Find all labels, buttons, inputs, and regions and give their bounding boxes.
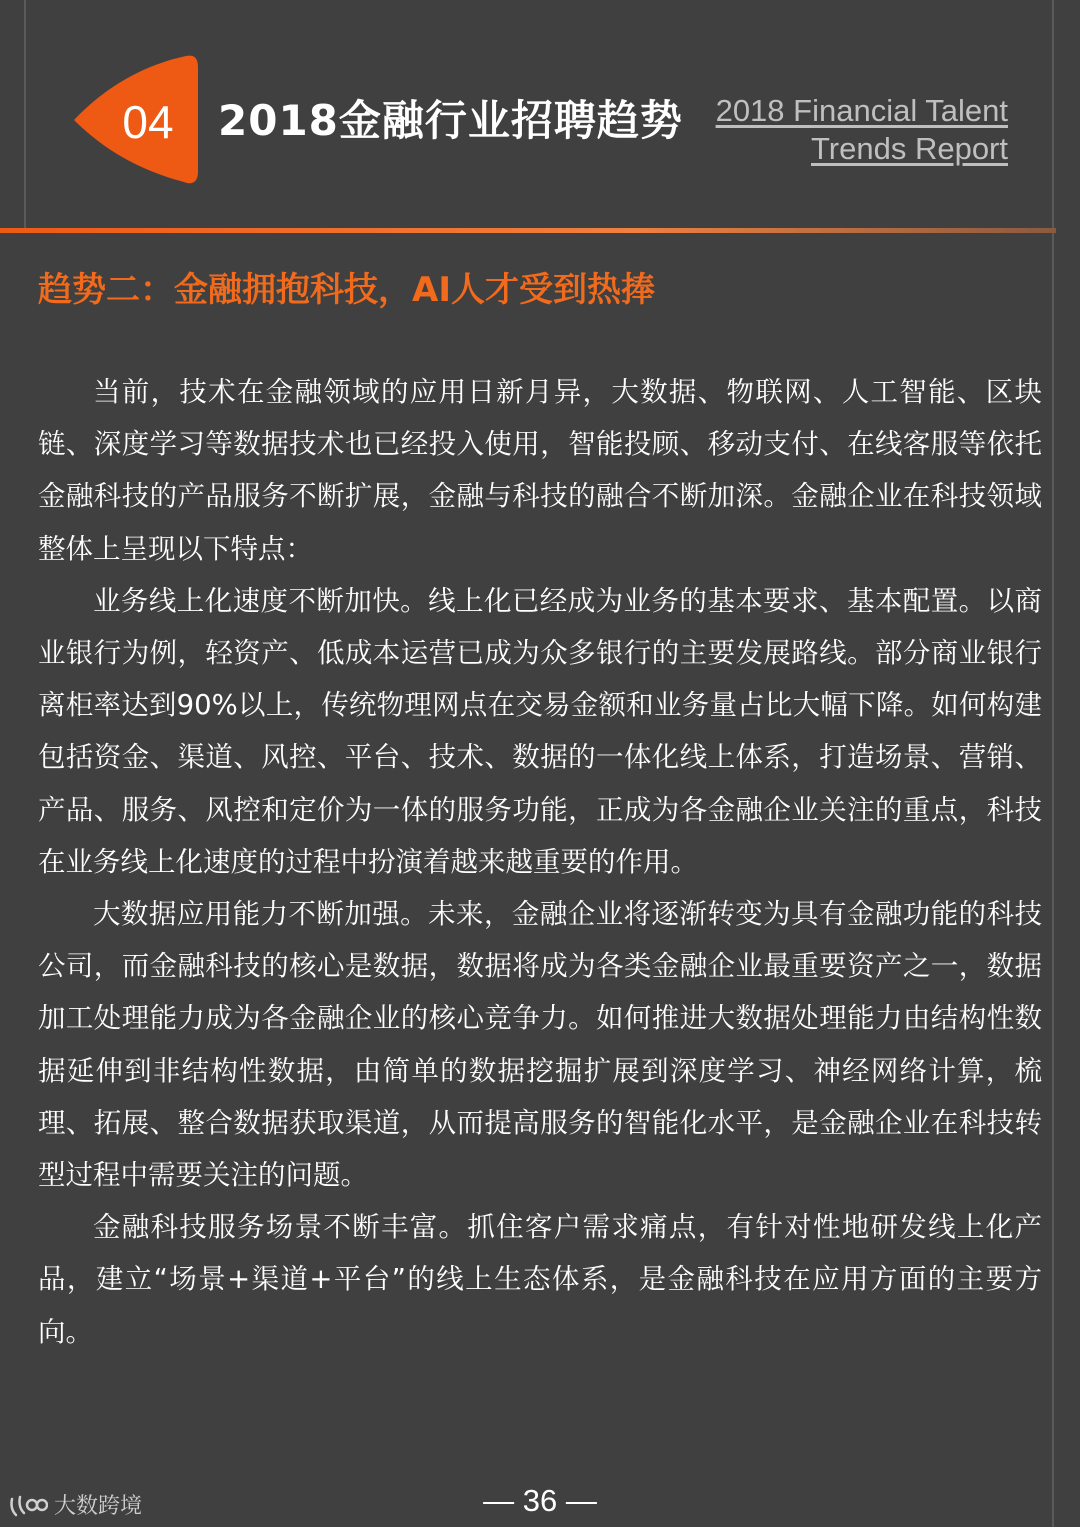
paragraph: 金融科技服务场景不断丰富。抓住客户需求痛点，有针对性地研发线上化产品，建立“场景+渠道+平台”的线上生态体系，是金融科技在应用方面的主要方向。 xyxy=(38,1211,1042,1348)
logo-icon xyxy=(8,1493,48,1521)
chapter-badge xyxy=(68,54,200,186)
page-title: 2018金融行业招聘趋势 xyxy=(218,96,683,145)
watermark xyxy=(8,1490,142,1524)
watermark-text: 大数跨境 xyxy=(54,1494,143,1519)
english-title-line-1: 2018 Financial Talent xyxy=(715,93,1008,128)
body-text xyxy=(38,366,1042,1358)
paragraph: 大数据应用能力不断加强。未来，金融企业将逐渐转变为具有金融功能的科技公司，而金融科技的核心是数据，数据将成为各类金融企业最重要资产之一，数据加工处理能力成为各金融企业的核心竞争力。如何推进大数据处理能力由结构性数据延伸到非结构性数据，由简单的数据挖掘扩展到深度学习、神经网络计算，梳理、拓展、整合数据获取渠道，从而提高服务的智能化水平，是金融企业在科技转型过程中需要关注的问题。 xyxy=(38,898,1042,1192)
chapter-number: 04 xyxy=(122,96,174,148)
section-heading: 趋势二：金融拥抱科技，AI人才受到热捧 xyxy=(38,270,655,310)
paragraph: 当前，技术在金融领域的应用日新月异，大数据、物联网、人工智能、区块链、深度学习等数据技术也已经投入使用，智能投顾、移动支付、在线客服等依托金融科技的产品服务不断扩展，金融与科技的融合不断加深。金融企业在科技领域整体上呈现以下特点： xyxy=(38,376,1042,565)
english-title xyxy=(668,92,1008,168)
header-divider xyxy=(0,228,1056,233)
english-title-line-2: Trends Report xyxy=(811,131,1008,166)
paragraph: 业务线上化速度不断加快。线上化已经成为业务的基本要求、基本配置。以商业银行为例，轻资产、低成本运营已成为众多银行的主要发展路线。部分商业银行离柜率达到90%以上，传统物理网点在交易金额和业务量占比大幅下降。如何构建包括资金、渠道、风控、平台、技术、数据的一体化线上体系，打造场景、营销、产品、服务、风控和定价为一体的服务功能，正成为各金融企业关注的重点，科技在业务线上化速度的过程中扮演着越来越重要的作用。 xyxy=(38,584,1042,878)
frame-line-left xyxy=(24,0,26,228)
page-number: — 36 — xyxy=(483,1483,597,1518)
